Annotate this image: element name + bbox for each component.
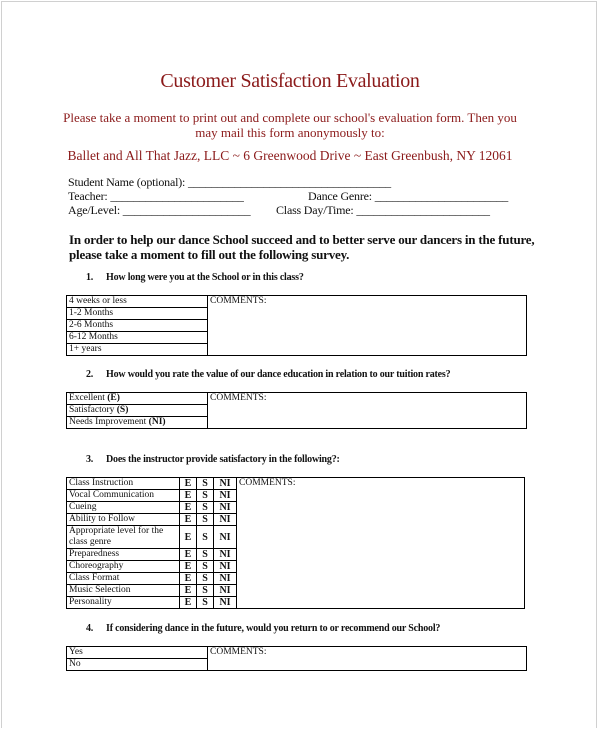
question-4: [86, 623, 440, 634]
question-number: 2.: [86, 369, 94, 380]
q1-comments-box[interactable]: [208, 296, 527, 356]
rating-s[interactable]: S: [197, 573, 214, 585]
question-text: How would you rate the value of our dance education in relation to our tuition rates?: [106, 369, 451, 380]
q3-item: Cueing: [67, 502, 180, 514]
option-label: Excellent: [69, 393, 108, 403]
rating-ni[interactable]: NI: [214, 597, 237, 609]
q2-table: [66, 392, 527, 429]
comments-label: COMMENTS:: [239, 478, 296, 488]
rating-e[interactable]: E: [180, 514, 197, 526]
rating-ni[interactable]: NI: [214, 585, 237, 597]
q1-table: [66, 295, 527, 356]
rating-s[interactable]: S: [197, 561, 214, 573]
q1-option[interactable]: 2-6 Months: [67, 320, 208, 332]
table-row: [67, 647, 527, 659]
comments-label: COMMENTS:: [210, 393, 267, 403]
q3-item: Preparedness: [67, 549, 180, 561]
rating-ni[interactable]: NI: [214, 573, 237, 585]
q1-option[interactable]: 1+ years: [67, 344, 208, 356]
intro-text: [60, 110, 520, 140]
rating-ni[interactable]: NI: [214, 502, 237, 514]
student-name-field[interactable]: Student Name (optional): ___________________________________: [68, 175, 391, 189]
q3-item: Class Instruction: [67, 478, 180, 490]
survey-intro: [69, 232, 539, 262]
q3-item: Personality: [67, 597, 180, 609]
q3-table: [66, 477, 525, 609]
question-2: [86, 369, 450, 380]
comments-label: COMMENTS:: [210, 296, 267, 306]
rating-s[interactable]: S: [197, 490, 214, 502]
rating-e[interactable]: E: [180, 561, 197, 573]
q4-option-yes[interactable]: Yes: [67, 647, 208, 659]
question-number: 3.: [86, 454, 94, 465]
rating-ni[interactable]: NI: [214, 490, 237, 502]
survey-intro-line-1: In order to help our dance School succeed and to better serve our dancers in the future,: [69, 232, 535, 247]
question-1: [86, 272, 304, 283]
q3-comments-box[interactable]: [237, 478, 525, 609]
question-text: Does the instructor provide satisfactory in the following?:: [106, 454, 340, 465]
teacher-field[interactable]: Teacher: _______________________: [68, 189, 244, 203]
rating-e[interactable]: E: [180, 549, 197, 561]
q2-option-excellent[interactable]: [67, 393, 208, 405]
rating-e[interactable]: E: [180, 526, 197, 549]
q1-option[interactable]: 4 weeks or less: [67, 296, 208, 308]
rating-e[interactable]: E: [180, 585, 197, 597]
option-label: Needs Improvement: [69, 417, 149, 427]
rating-s[interactable]: S: [197, 585, 214, 597]
age-level-field[interactable]: Age/Level: ______________________: [68, 203, 251, 217]
q2-option-needs-improvement[interactable]: [67, 417, 208, 429]
question-number: 1.: [86, 272, 94, 283]
rating-ni[interactable]: NI: [214, 478, 237, 490]
rating-e[interactable]: E: [180, 573, 197, 585]
class-day-time-field[interactable]: Class Day/Time: _______________________: [276, 203, 490, 217]
q3-item: Class Format: [67, 573, 180, 585]
rating-e[interactable]: E: [180, 490, 197, 502]
q4-comments-box[interactable]: [208, 647, 527, 671]
rating-ni[interactable]: NI: [214, 561, 237, 573]
option-label: Satisfactory: [69, 405, 117, 415]
rating-s[interactable]: S: [197, 514, 214, 526]
comments-label: COMMENTS:: [210, 647, 267, 657]
rating-ni[interactable]: NI: [214, 549, 237, 561]
q3-item: Ability to Follow: [67, 514, 180, 526]
rating-s[interactable]: S: [197, 478, 214, 490]
q1-option[interactable]: 1-2 Months: [67, 308, 208, 320]
intro-line-1: Please take a moment to print out and complete our school's evaluation form. Then you: [63, 110, 517, 125]
rating-e[interactable]: E: [180, 502, 197, 514]
rating-ni[interactable]: NI: [214, 514, 237, 526]
rating-e[interactable]: E: [180, 478, 197, 490]
question-3: [86, 454, 340, 465]
school-address: Ballet and All That Jazz, LLC ~ 6 Greenwood Drive ~ East Greenbush, NY 12061: [67, 148, 513, 163]
rating-ni[interactable]: NI: [214, 526, 237, 549]
rating-e[interactable]: E: [180, 597, 197, 609]
option-code: (NI): [148, 417, 166, 427]
q4-option-no[interactable]: No: [67, 659, 208, 671]
question-number: 4.: [86, 623, 94, 634]
intro-line-2: may mail this form anonymously to:: [195, 125, 385, 140]
q2-comments-box[interactable]: [208, 393, 527, 429]
table-row: [67, 393, 527, 405]
q2-option-satisfactory[interactable]: [67, 405, 208, 417]
question-text: If considering dance in the future, would you return to or recommend our School?: [106, 623, 441, 634]
page-title: Customer Satisfaction Evaluation: [160, 70, 420, 92]
dance-genre-field[interactable]: Dance Genre: _______________________: [308, 189, 509, 203]
survey-intro-line-2: please take a moment to fill out the following survey.: [69, 247, 350, 262]
q3-item: Appropriate level for the class genre: [67, 526, 180, 549]
q1-option[interactable]: 6-12 Months: [67, 332, 208, 344]
q3-item: Music Selection: [67, 585, 180, 597]
table-row: [67, 296, 527, 308]
option-code: (S): [116, 405, 129, 415]
rating-s[interactable]: S: [197, 502, 214, 514]
rating-s[interactable]: S: [197, 549, 214, 561]
rating-s[interactable]: S: [197, 597, 214, 609]
question-text: How long were you at the School or in this class?: [106, 272, 304, 283]
rating-s[interactable]: S: [197, 526, 214, 549]
option-code: (E): [107, 393, 120, 403]
table-row: [67, 478, 525, 490]
q3-item: Choreography: [67, 561, 180, 573]
q4-table: [66, 646, 527, 671]
q3-item: Vocal Communication: [67, 490, 180, 502]
